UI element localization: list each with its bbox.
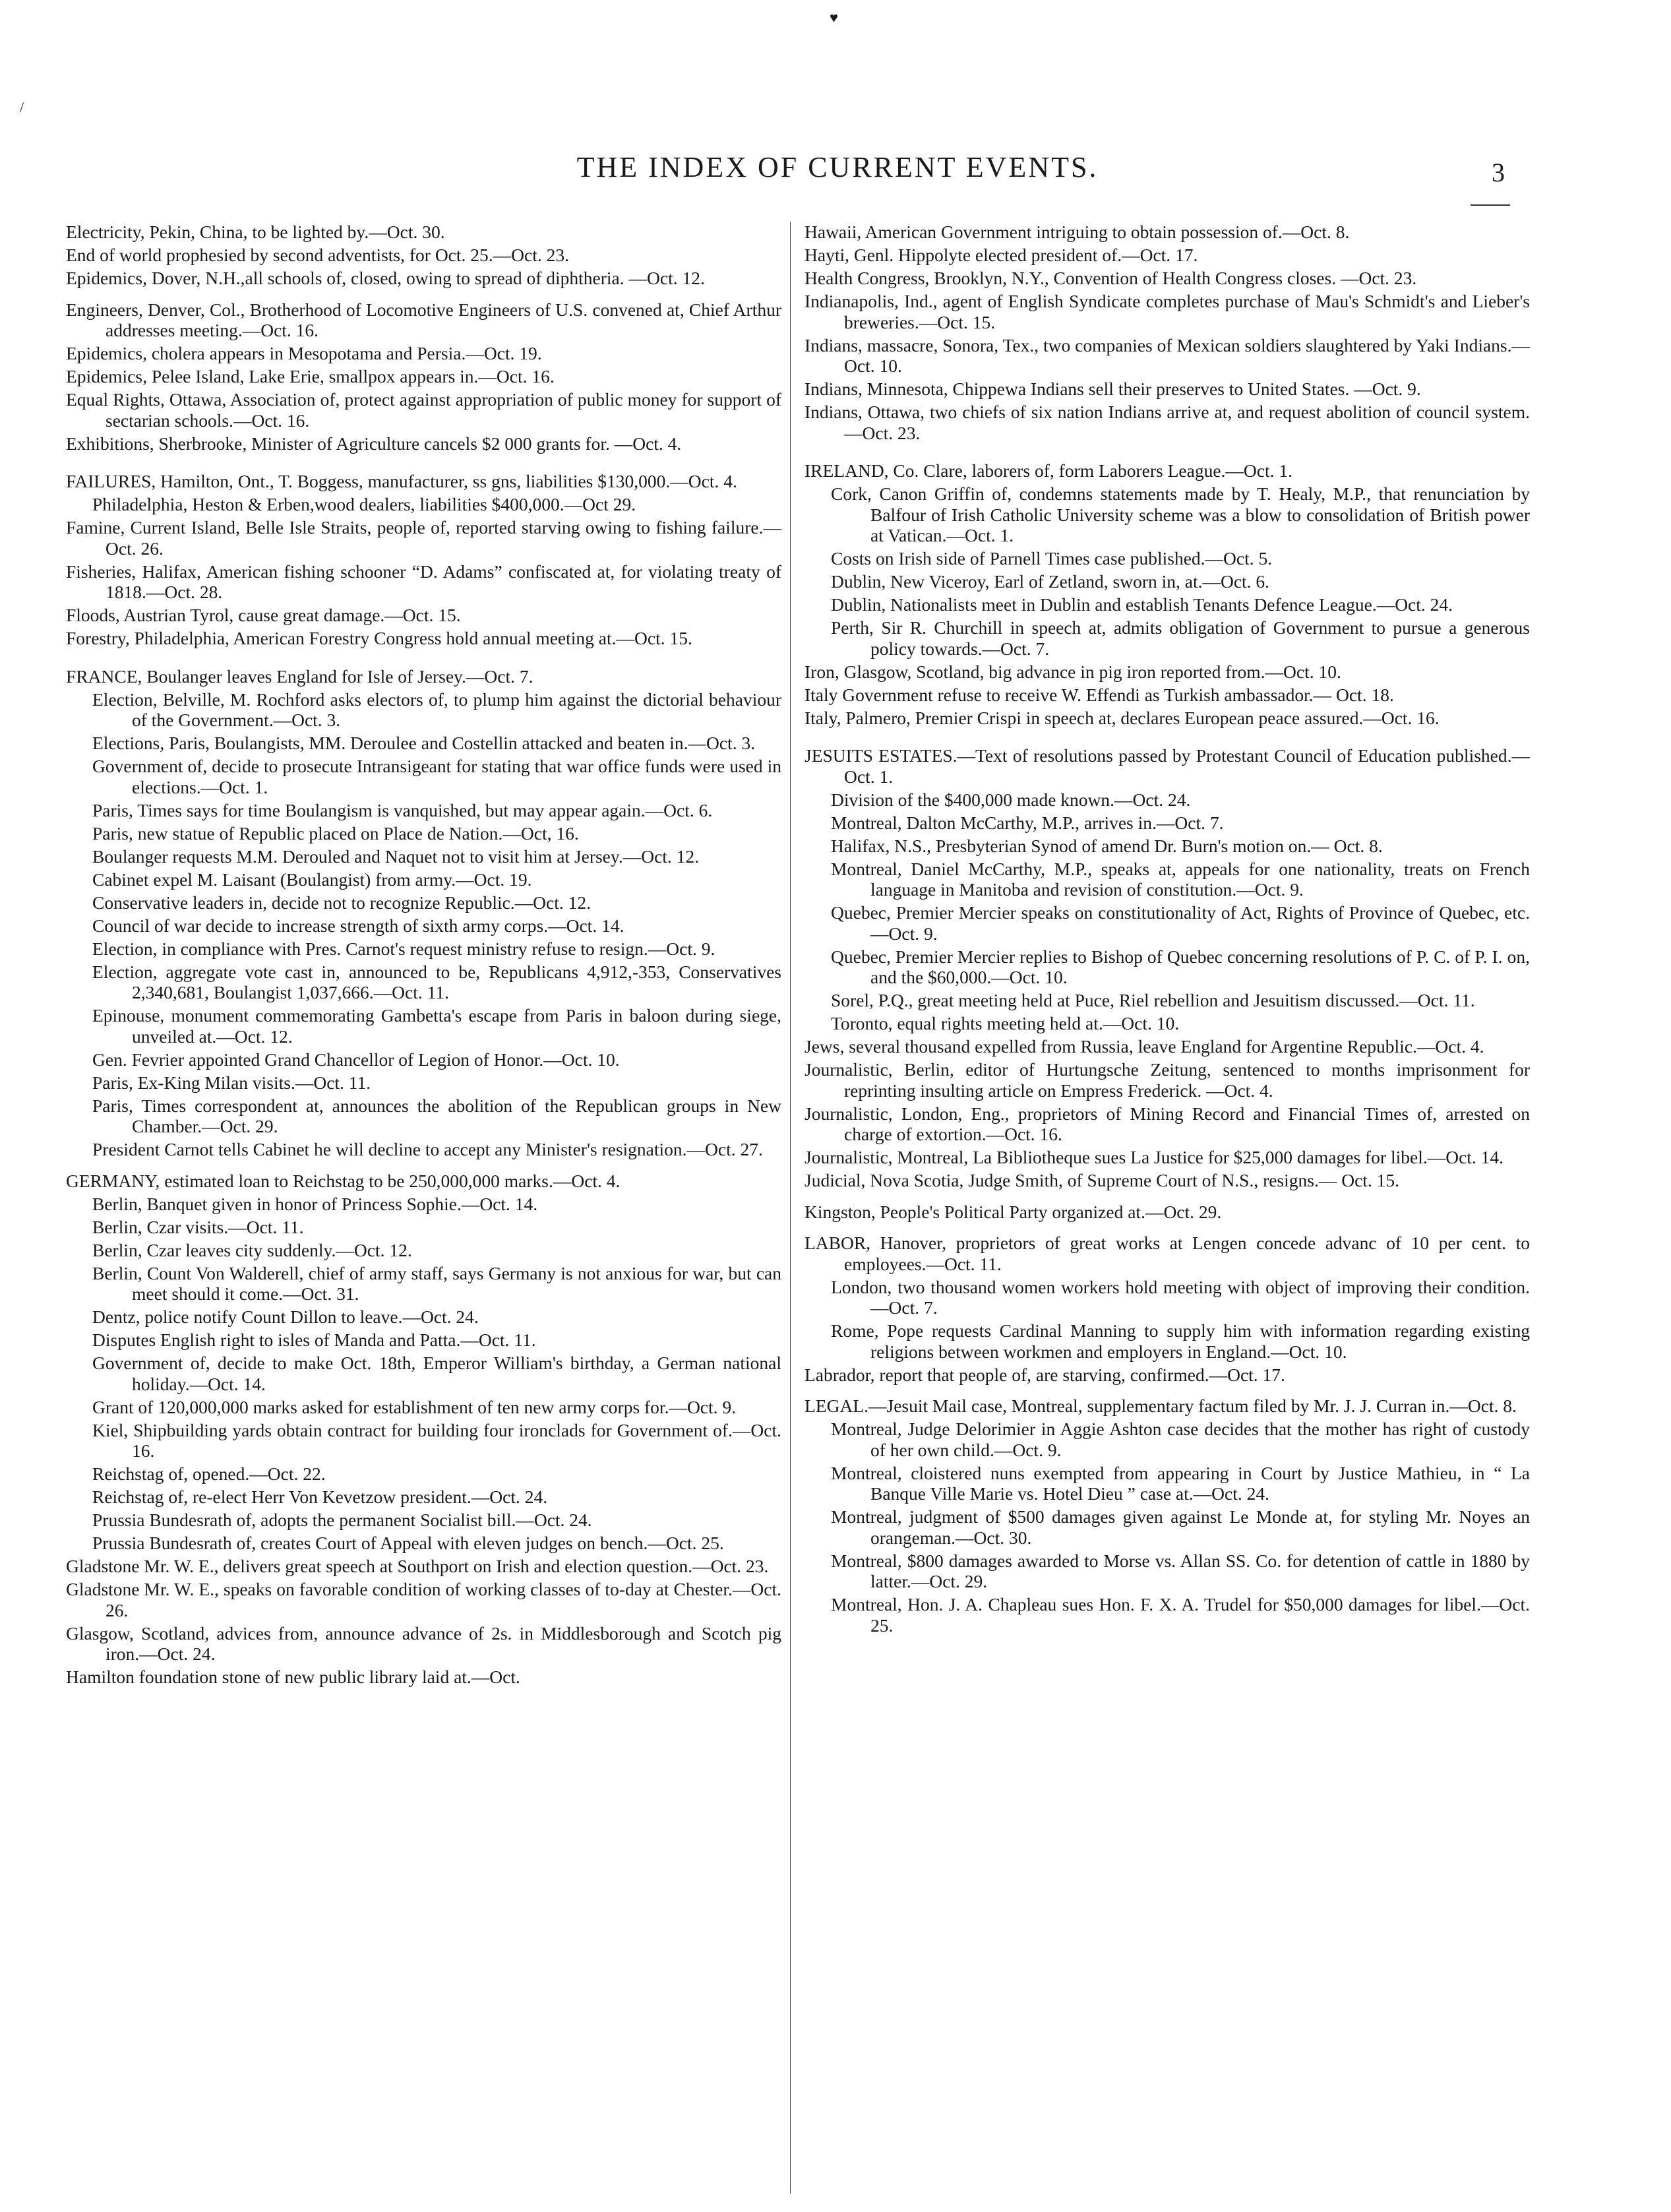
index-subentry: Grant of 120,000,000 marks asked for establishment of ten new army corps for.—Oct. 9. — [92, 1396, 737, 1417]
index-subentry: Boulanger requests M.M. Derouled and Naquet not to visit him at Jersey.—Oct. 12. — [92, 845, 700, 867]
right-column — [805, 222, 1530, 2187]
index-subentry: Paris, Ex-King Milan visits.—Oct. 11. — [92, 1072, 371, 1093]
index-subentry: Perth, Sir R. Churchill in speech at, admits obligation of Government to pursue a generous policy towards.—Oct. 7. — [831, 617, 1530, 659]
index-entry: Iron, Glasgow, Scotland, big advance in pig iron reported from.—Oct. 10. — [805, 661, 1341, 682]
index-entry: Journalistic, Montreal, La Bibliotheque sues La Justice for $25,000 damages for libel.—Oct. 14. — [805, 1147, 1504, 1167]
index-entry: Journalistic, Berlin, editor of Hurtungsche Zeitung, sentenced to months imprisonment for reprinting insulting article on Empress Frederick. —Oct. 4. — [805, 1059, 1530, 1101]
index-subentry: Epinouse, monument commemorating Gambetta's escape from Paris in baloon during siege, unveiled at.—Oct. 12. — [92, 1005, 781, 1047]
index-subentry: Costs on Irish side of Parnell Times case published.—Oct. 5. — [831, 548, 1273, 568]
index-entry: Hayti, Genl. Hippolyte elected president of.—Oct. 17. — [805, 245, 1198, 265]
index-subentry: Dublin, New Viceroy, Earl of Zetland, sworn in, at.—Oct. 6. — [831, 571, 1270, 592]
index-subentry: Montreal, Daniel McCarthy, M.P., speaks at, appeals for one nationality, treats on French language in Manitoba and revision of constitution.—Oct. 9. — [831, 858, 1530, 900]
index-entry: Indians, massacre, Sonora, Tex., two companies of Mexican soldiers slaughtered by Yaki Indians.—Oct. 10. — [805, 334, 1530, 376]
index-entry: Electricity, Pekin, China, to be lighted by.—Oct. 30. — [66, 222, 445, 242]
index-entry: Famine, Current Island, Belle Isle Straits, people of, reported starving owing to fishing failure.—Oct. 26. — [66, 517, 781, 559]
index-entry: Floods, Austrian Tyrol, cause great damage.—Oct. 15. — [66, 605, 461, 625]
index-subentry: Prussia Bundesrath of, adopts the permanent Socialist bill.—Oct. 24. — [92, 1510, 592, 1530]
index-subentry: Reichstag of, re-elect Herr Von Kevetzow president.—Oct. 24. — [92, 1487, 548, 1507]
index-entry: Fisheries, Halifax, American fishing schooner “D. Adams” confiscated at, for violating treaty of 1818.—Oct. 28. — [66, 561, 781, 602]
index-entry: Epidemics, Dover, N.H.,all schools of, closed, owing to spread of diphtheria. —Oct. 12. — [66, 268, 705, 288]
index-entry: LEGAL.—Jesuit Mail case, Montreal, supplementary factum filed by Mr. J. J. Curran in.—Oct. 8. — [805, 1396, 1517, 1416]
index-subentry: Montreal, judgment of $500 damages given against Le Monde at, for styling Mr. Noyes an orangeman.—Oct. 30. — [831, 1506, 1530, 1548]
index-subentry: Election, in compliance with Pres. Carnot's request ministry refuse to resign.—Oct. 9. — [92, 938, 715, 959]
index-subentry: Philadelphia, Heston & Erben,wood dealers, liabilities $400,000.—Oct 29. — [92, 494, 636, 514]
index-subentry: Government of, decide to prosecute Intransigeant for stating that war office funds were used in elections.—Oct. 1. — [92, 756, 781, 797]
index-subentry: Conservative leaders in, decide not to recognize Republic.—Oct. 12. — [92, 892, 592, 913]
index-entry: Labrador, report that people of, are starving, confirmed.—Oct. 17. — [805, 1364, 1285, 1385]
index-subentry: Paris, Times correspondent at, announces the abolition of the Republican groups in New Chamber.—Oct. 29. — [92, 1095, 781, 1136]
index-entry: Health Congress, Brooklyn, N.Y., Convention of Health Congress closes. —Oct. 23. — [805, 268, 1417, 288]
index-subentry: Montreal, cloistered nuns exempted from appearing in Court by Justice Mathieu, in “ La Banque Ville Marie vs. Hotel Dieu ” case at.—Oct. 24. — [831, 1462, 1530, 1504]
index-entry: Indianapolis, Ind., agent of English Syndicate completes purchase of Mau's Schmidt's and Lieber's breweries.—Oct. 15. — [805, 291, 1530, 332]
page-title: THE INDEX OF CURRENT EVENTS. — [576, 151, 1099, 183]
index-entry: Jews, several thousand expelled from Russia, leave England for Argentine Republic.—Oct. 4. — [805, 1036, 1484, 1057]
index-subentry: Montreal, Hon. J. A. Chapleau sues Hon. F. X. A. Trudel for $50,000 damages for libel.—Oct. 25. — [831, 1594, 1530, 1636]
index-entry: JESUITS ESTATES.—Text of resolutions passed by Protestant Council of Education published.—Oct. 1. — [805, 745, 1530, 787]
index-subentry: Paris, new statue of Republic placed on Place de Nation.—Oct, 16. — [92, 822, 579, 844]
index-subentry: Berlin, Czar visits.—Oct. 11. — [92, 1216, 304, 1237]
index-subentry: Berlin, Count Von Walderell, chief of army staff, says Germany is not anxious for war, but can meet should it come.—Oct. 31. — [92, 1262, 781, 1304]
index-subentry: Elections, Paris, Boulangists, MM. Deroulee and Costellin attacked and beaten in.—Oct. 3. — [92, 733, 756, 753]
index-subentry: Berlin, Banquet given in honor of Princess Sophie.—Oct. 14. — [92, 1193, 538, 1214]
index-entry: Engineers, Denver, Col., Brotherhood of Locomotive Engineers of U.S. convened at, Chief Arthur addresses meeting.—Oct. 16. — [66, 299, 781, 340]
index-entry: Hamilton foundation stone of new public library laid at.—Oct. — [66, 1667, 520, 1687]
index-subentry: Election, aggregate vote cast in, announced to be, Republicans 4,912,-353, Conservatives 2,340,681, Boulangist 1,037,666.—Oct. 11. — [92, 961, 781, 1002]
index-subentry: London, two thousand women workers hold meeting with object of improving their condition.—Oct. 7. — [831, 1276, 1530, 1318]
index-subentry: Reichstag of, opened.—Oct. 22. — [92, 1463, 326, 1484]
index-subentry: Toronto, equal rights meeting held at.—Oct. 10. — [831, 1013, 1180, 1033]
index-entry: Epidemics, cholera appears in Mesopotama and Persia.—Oct. 19. — [66, 343, 542, 363]
index-subentry: Dublin, Nationalists meet in Dublin and establish Tenants Defence League.—Oct. 24. — [831, 594, 1453, 615]
index-entry: Kingston, People's Political Party organized at.—Oct. 29. — [805, 1201, 1222, 1222]
top-ornament: ♥ — [830, 9, 839, 26]
index-entry: Forestry, Philadelphia, American Forestry Congress hold annual meeting at.—Oct. 15. — [66, 628, 692, 648]
index-subentry: Election, Belville, M. Rochford asks electors of, to plump him against the dictorial behaviour of the Government.—Oct. 3. — [92, 689, 781, 730]
index-subentry: Paris, Times says for time Boulangism is vanquished, but may appear again.—Oct. 6. — [92, 799, 713, 820]
index-subentry: Montreal, Dalton McCarthy, M.P., arrives in.—Oct. 7. — [831, 812, 1224, 833]
index-subentry: Kiel, Shipbuilding yards obtain contract for building four ironclads for Government of.—Oct. 16. — [92, 1419, 781, 1461]
index-entry: Glasgow, Scotland, advices from, announce advance of 2s. in Middlesborough and Scotch pig iron.—Oct. 24. — [66, 1622, 781, 1664]
index-entry: Journalistic, London, Eng., proprietors of Mining Record and Financial Times of, arrested on charge of extortion.—Oct. 16. — [805, 1103, 1530, 1144]
index-subentry: Division of the $400,000 made known.—Oct. 24. — [831, 789, 1191, 810]
index-entry: LABOR, Hanover, proprietors of great works at Lengen concede advanc of 10 per cent. to employees.—Oct. 11. — [805, 1233, 1530, 1274]
index-entry: Epidemics, Pelee Island, Lake Erie, smallpox appears in.—Oct. 16. — [66, 366, 555, 386]
index-entry: Judicial, Nova Scotia, Judge Smith, of Supreme Court of N.S., resigns.— Oct. 15. — [805, 1170, 1400, 1190]
index-entry: Hawaii, American Government intriguing to obtain possession of.—Oct. 8. — [805, 222, 1350, 242]
index-subentry: Cork, Canon Griffin of, condemns statements made by T. Healy, M.P., that renunciation by Balfour of Irish Catholic University scheme was a blow to consolidation of British power at Vatican.—Oct. 1. — [831, 483, 1530, 545]
index-subentry: Cabinet expel M. Laisant (Boulangist) from army.—Oct. 19. — [92, 869, 532, 890]
index-subentry: Halifax, N.S., Presbyterian Synod of amend Dr. Burn's motion on.— Oct. 8. — [831, 835, 1383, 856]
index-entry: FRANCE, Boulanger leaves England for Isle of Jersey.—Oct. 7. — [66, 665, 533, 687]
index-subentry: Gen. Fevrier appointed Grand Chancellor of Legion of Honor.—Oct. 10. — [92, 1049, 620, 1070]
index-subentry: Quebec, Premier Mercier speaks on constitutionality of Act, Rights of Province of Quebec, etc.—Oct. 9. — [831, 902, 1530, 944]
index-entry: Gladstone Mr. W. E., speaks on favorable condition of working classes of to-day at Chester.—Oct. 26. — [66, 1579, 781, 1620]
index-subentry: Prussia Bundesrath of, creates Court of Appeal with eleven judges on bench.—Oct. 25. — [92, 1533, 724, 1553]
index-subentry: Dentz, police notify Count Dillon to leave.—Oct. 24. — [92, 1306, 479, 1327]
index-subentry: Disputes English right to isles of Manda and Patta.—Oct. 11. — [92, 1330, 536, 1350]
index-entry: Italy, Palmero, Premier Crispi in speech at, declares European peace assured.—Oct. 16. — [805, 707, 1440, 728]
index-entry: FAILURES, Hamilton, Ont., T. Boggess, manufacturer, ss gns, liabilities $130,000.—Oct. 4. — [66, 471, 737, 491]
index-subentry: Montreal, $800 damages awarded to Morse vs. Allan SS. Co. for detention of cattle in 1880 by latter.—Oct. 29. — [831, 1550, 1530, 1591]
index-entry: End of world prophesied by second adventists, for Oct. 25.—Oct. 23. — [66, 245, 569, 265]
index-entry: Indians, Minnesota, Chippewa Indians sell their preserves to United States. —Oct. 9. — [805, 379, 1421, 399]
index-entry: Italy Government refuse to receive W. Effendi as Turkish ambassador.— Oct. 18. — [805, 684, 1394, 705]
index-subentry: Council of war decide to increase strength of sixth army corps.—Oct. 14. — [92, 915, 624, 936]
index-subentry: Quebec, Premier Mercier replies to Bishop of Quebec concerning resolutions of P. C. of P. I. on, and the $60,000.—Oct. 10. — [831, 946, 1530, 987]
header-rule — [1471, 204, 1510, 206]
index-subentry: Sorel, P.Q., great meeting held at Puce, Riel rebellion and Jesuitism discussed.—Oct. 11. — [831, 990, 1475, 1010]
left-column — [66, 222, 781, 2187]
index-subentry: Government of, decide to make Oct. 18th, Emperor William's birthday, a German national holiday.—Oct. 14. — [92, 1353, 781, 1394]
left-margin-mark: / — [20, 99, 24, 115]
index-entry: Equal Rights, Ottawa, Association of, protect against appropriation of public money for support of sectarian schools.—Oct. 16. — [66, 389, 781, 431]
index-entry: Exhibitions, Sherbrooke, Minister of Agriculture cancels $2 000 grants for. —Oct. 4. — [66, 433, 682, 454]
index-subentry: Berlin, Czar leaves city suddenly.—Oct. 12. — [92, 1239, 412, 1260]
index-subentry: President Carnot tells Cabinet he will decline to accept any Minister's resignation.—Oct. 27. — [92, 1139, 763, 1159]
page-number: 3 — [1492, 158, 1505, 187]
index-entry: GERMANY, estimated loan to Reichstag to be 250,000,000 marks.—Oct. 4. — [66, 1170, 621, 1191]
index-subentry: Montreal, Judge Delorimier in Aggie Ashton case decides that the mother has right of custody of her own child.—Oct. 9. — [831, 1419, 1530, 1460]
page-header — [0, 150, 1671, 197]
index-subentry: Rome, Pope requests Cardinal Manning to supply him with information regarding existing religions between workmen and employers in England.—Oct. 10. — [831, 1320, 1530, 1362]
column-divider — [790, 222, 791, 2194]
index-entry: Gladstone Mr. W. E., delivers great speech at Southport on Irish and election question.—Oct. 23. — [66, 1556, 769, 1576]
index-entry: Indians, Ottawa, two chiefs of six nation Indians arrive at, and request abolition of council system.—Oct. 23. — [805, 402, 1530, 443]
index-entry: IRELAND, Co. Clare, laborers of, form Laborers League.—Oct. 1. — [805, 460, 1292, 481]
